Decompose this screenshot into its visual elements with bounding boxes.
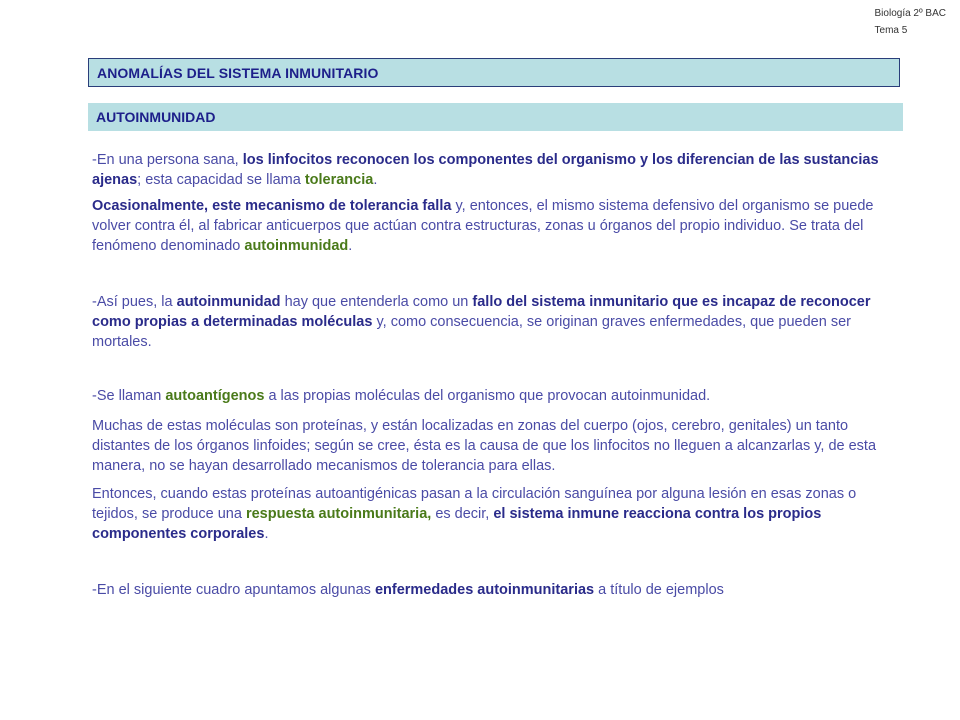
paragraph-1 — [92, 150, 904, 190]
text: a las propias moléculas del organismo que provocan autoinmunidad. — [264, 388, 711, 404]
keyword: tolerancia — [304, 172, 374, 188]
text: . — [373, 172, 378, 188]
emphasis: enfermedades autoinmunitarias — [374, 582, 595, 598]
emphasis: Ocasionalmente, este mecanismo de tolerancia falla — [92, 198, 452, 214]
paragraph-2 — [92, 196, 904, 256]
paragraph-5: Muchas de estas moléculas son proteínas, y están localizadas en zonas del cuerpo (ojos, cerebro, genitales) un tanto distantes de los órganos linfoides; según se cree, ésta es la causa de que los linfocitos no lleguen a alcanzarlas y, de esta manera, no se hayan desarrollado mecanismos de tolerancia para ellas. — [92, 418, 877, 474]
keyword: respuesta autoinmunitaria, — [245, 506, 432, 522]
course-label — [875, 5, 946, 39]
text: . — [264, 526, 269, 542]
emphasis: autoinmunidad — [176, 294, 281, 310]
text: -Así pues, la — [92, 294, 177, 310]
text: -En una persona sana, — [92, 152, 243, 168]
paragraph-6 — [92, 484, 904, 544]
paragraph-7 — [92, 580, 904, 600]
course-name: Biología 2º BAC — [874, 8, 946, 19]
text: y, como consecuencia, se originan graves enfermedades, que pueden ser mortales. — [92, 314, 851, 350]
emphasis: el sistema inmune reacciona contra los propios componentes corporales — [92, 506, 822, 542]
text: -En el siguiente cuadro apuntamos algunas — [92, 582, 375, 598]
paragraph-3 — [92, 292, 904, 352]
text: ; esta capacidad se llama — [137, 172, 305, 188]
text: -Se llaman — [92, 388, 166, 404]
section-heading: AUTOINMUNIDAD — [88, 103, 903, 131]
emphasis: fallo del sistema inmunitario que es incapaz de reconocer como propias a determinadas moléculas — [92, 294, 871, 330]
text: hay que entenderla como un — [280, 294, 473, 310]
text: y, entonces, el mismo sistema defensivo del organismo se puede volver contra él, al fabricar anticuerpos que actúan contra estructuras, zonas u órganos del propio individuo. Se trata del fenómeno denominado — [92, 198, 874, 254]
text: . — [348, 238, 353, 254]
topic-number: Tema 5 — [874, 25, 908, 36]
text: a título de ejemplos — [594, 582, 724, 598]
emphasis: los linfocitos reconocen los componentes del organismo y los diferencian de las sustancias ajenas — [92, 152, 879, 188]
text: Entonces, cuando estas proteínas autoantigénicas pasan a la circulación sanguínea por alguna lesión en esas zonas o tejidos, se produce una — [92, 486, 857, 522]
text: es decir, — [431, 506, 494, 522]
page-title: ANOMALÍAS DEL SISTEMA INMUNITARIO — [88, 58, 900, 87]
keyword: autoantígenos — [165, 388, 265, 404]
keyword: autoinmunidad — [244, 238, 349, 254]
paragraph-4 — [92, 386, 904, 406]
